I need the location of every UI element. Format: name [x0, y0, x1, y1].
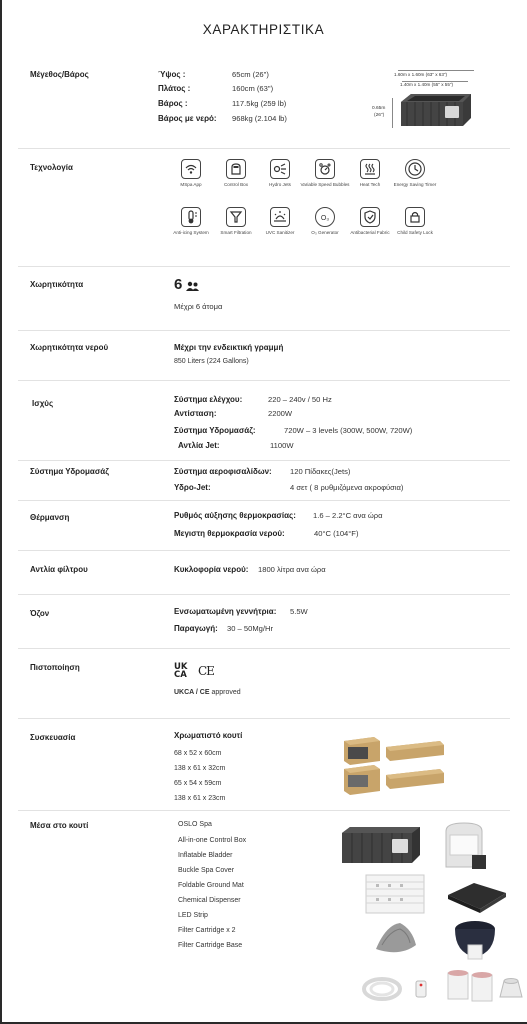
- inner-dimension: 1.40m x 1.40m (55" x 55"): [400, 82, 454, 87]
- ozone-generator-key: Ενσωματωμένη γεννήτρια:: [174, 607, 277, 616]
- in-box-item: All-in-one Control Box: [178, 837, 247, 844]
- chemical-dispenser-image: [450, 917, 500, 963]
- in-box-item: Buckle Spa Cover: [178, 867, 235, 874]
- water-capacity-heading: Μέχρι την ενδεικτική γραμμή: [174, 343, 284, 352]
- filter-cartridge-image: [444, 967, 526, 1011]
- technology-label: Τεχνολογία: [30, 163, 73, 172]
- weight-water-value: 968kg (2.104 lb): [232, 114, 287, 123]
- hydro-system-label: Σύστημα Υδρομασάζ: [30, 467, 109, 476]
- water-circulation-value: 1800 λίτρα ανα ώρα: [258, 565, 326, 574]
- heating-section: [18, 500, 510, 548]
- certification-label: Πιστοποίηση: [30, 663, 80, 672]
- child-safety-lock-icon: Child Safety Lock: [389, 207, 441, 236]
- resistance-value: 2200W: [268, 409, 293, 418]
- in-box-item: OSLO Spa: [178, 821, 212, 828]
- heat-rate-key: Ρυθμός αύξησης θερμοκρασίας:: [174, 511, 296, 520]
- water-capacity-value: 850 Liters (224 Gallons): [174, 358, 249, 365]
- ozone-production-value: 30 – 50Mg/Hr: [227, 624, 274, 633]
- certification-text: UKCA / CE approved: [174, 689, 241, 696]
- in-box-item: Chemical Dispenser: [178, 897, 241, 904]
- filter-pump-section: [18, 550, 510, 594]
- certification-section: [18, 648, 510, 718]
- control-box-image: [436, 819, 492, 873]
- hydro-system-key: Σύστημα Υδρομασάζ:: [174, 426, 256, 435]
- spa-dimension-diagram: [370, 70, 480, 142]
- hydro-system-section: [18, 460, 510, 500]
- people-icon: [186, 279, 200, 297]
- filter-pump-label: Αντλία φίλτρου: [30, 565, 88, 574]
- energy-saving-timer-icon: Energy Saving Timer: [389, 159, 441, 188]
- weight-key: Βάρος :: [158, 99, 188, 108]
- max-temp-value: 40°C (104°F): [314, 529, 359, 538]
- water-capacity-section: [18, 330, 510, 380]
- box-size-4: 138 x 61 x 23cm: [174, 795, 226, 802]
- spa-product-image: [340, 825, 422, 867]
- power-label: Ισχύς: [32, 399, 54, 408]
- hydro-system-value: 720W – 3 levels (300W, 500W, 720W): [284, 426, 413, 435]
- air-bubble-key: Σύστημα αεροφισαλίδων:: [174, 467, 272, 476]
- height-key: Ύψος :: [158, 70, 186, 79]
- water-capacity-label: Χωρητικότητα νερού: [30, 343, 109, 352]
- box-size-3: 65 x 54 x 59cm: [174, 780, 222, 787]
- capacity-text: Μέχρι 6 άτομα: [174, 302, 223, 311]
- height-dimension-in: (26"): [374, 113, 385, 118]
- inflatable-bladder-image: [364, 873, 426, 915]
- control-box-icon: Control Box: [210, 159, 262, 188]
- control-system-value: 220 – 240v / 50 Hz: [268, 395, 332, 404]
- box-size-1: 68 x 52 x 60cm: [174, 750, 222, 757]
- in-box-item: Foldable Ground Mat: [178, 882, 244, 889]
- packaging-boxes-image: [340, 735, 460, 797]
- weight-water-key: Βάρος με νερό:: [158, 114, 217, 123]
- packaging-label: Συσκευασία: [30, 733, 76, 742]
- control-system-key: Σύστημα ελέγχου:: [174, 395, 243, 404]
- spa-image: [397, 92, 475, 128]
- max-temp-key: Μεγιστη θερμοκρασία νερού:: [174, 529, 285, 538]
- in-box-label: Μέσα στο κουτί: [30, 821, 89, 830]
- ozone-section: [18, 594, 510, 648]
- ce-mark: CE: [198, 664, 214, 678]
- capacity-label: Χωρητικότητα: [30, 280, 84, 289]
- width-value: 160cm (63"): [232, 84, 274, 93]
- jet-pump-value: 1100W: [270, 441, 294, 450]
- hydro-jet-key: Υδρο-Jet:: [174, 483, 211, 492]
- width-key: Πλάτος :: [158, 84, 191, 93]
- in-box-item: LED Strip: [178, 912, 208, 919]
- ground-mat-image: [370, 919, 420, 959]
- page-title: ΧΑΡΑΚΤΗΡΙΣΤΙΚΑ: [202, 22, 325, 37]
- box-size-2: 138 x 61 x 32cm: [174, 765, 226, 772]
- water-circulation-key: Κυκλοφορία νερού:: [174, 565, 249, 574]
- capacity-number: 6: [174, 276, 183, 293]
- height-value: 65cm (26"): [232, 70, 269, 79]
- wifi-app-icon: MSpa App: [165, 159, 217, 188]
- ozone-generator-value: 5.5W: [290, 607, 308, 616]
- power-section: [18, 380, 510, 460]
- antibacterial-fabric-icon: Antibacterial Fabric: [344, 207, 396, 236]
- packaging-section: [18, 718, 510, 810]
- smart-filtration-icon: Smart Filtration: [210, 207, 262, 236]
- technology-section: [18, 148, 510, 264]
- capacity-section: [18, 266, 510, 328]
- ukca-mark: UK CA: [174, 662, 188, 680]
- led-strip-image: [358, 971, 438, 1005]
- hydro-jets-icon: Hydro Jets: [254, 159, 306, 188]
- heating-label: Θέρμανση: [30, 513, 70, 522]
- hydro-jet-value: 4 σετ ( 8 ρυθμιζόμενα ακροφύσια): [290, 483, 404, 492]
- variable-speed-bubbles-icon: Variable Speed Bubbles: [299, 159, 351, 188]
- svg-text:O₃: O₃: [320, 215, 330, 222]
- uvc-sanitizer-icon: UVC Sanitizer: [254, 207, 306, 236]
- size-weight-label: Μέγεθος/Βάρος: [30, 70, 89, 79]
- height-dimension: 0.65m: [372, 106, 386, 111]
- in-box-item: Filter Cartridge Base: [178, 942, 243, 949]
- spa-cover-image: [444, 881, 508, 915]
- heat-rate-value: 1.6 – 2.2°C ανα ώρα: [313, 511, 383, 520]
- ozone-label: Όζον: [30, 609, 50, 618]
- packaging-heading: Χρωματιστό κουτί: [174, 731, 243, 740]
- in-box-section: [18, 810, 510, 1020]
- air-bubble-value: 120 Πίδακες(Jets): [290, 467, 351, 476]
- jet-pump-key: Αντλία Jet:: [178, 441, 220, 450]
- ozone-production-key: Παραγωγή:: [174, 624, 218, 633]
- size-weight-section: [18, 58, 510, 146]
- in-box-item: Inflatable Bladder: [178, 852, 233, 859]
- resistance-key: Αντίσταση:: [174, 409, 217, 418]
- in-box-item: Filter Cartridge x 2: [178, 927, 236, 934]
- outer-dimension: 1.60m x 1.60m (63" x 63"): [394, 72, 448, 77]
- o3-generator-icon: O₃ O₃ Generator: [299, 207, 351, 236]
- heat-tech-icon: Heat Tech: [344, 159, 396, 188]
- anti-icing-icon: Anti-icing System: [165, 207, 217, 236]
- weight-value: 117.5kg (259 lb): [232, 99, 287, 108]
